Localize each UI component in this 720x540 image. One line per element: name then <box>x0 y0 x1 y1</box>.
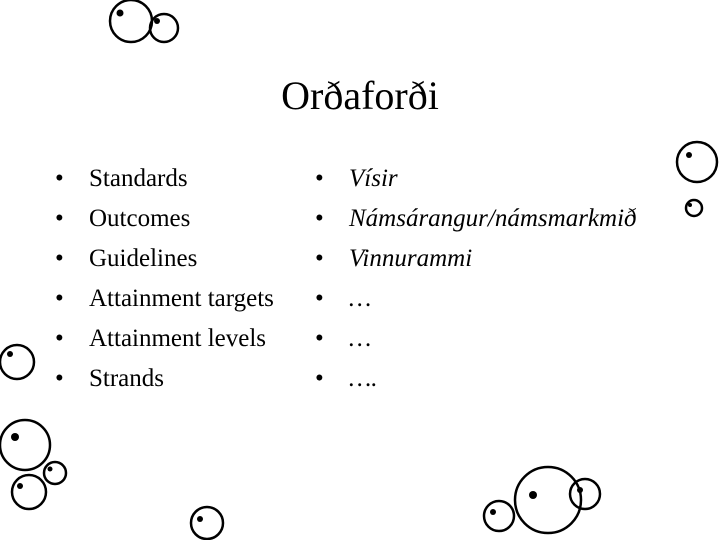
list-item-label: Vinnurammi <box>349 245 473 272</box>
bullet-icon: • <box>315 285 324 312</box>
list-item <box>315 359 637 399</box>
bullet-icon: • <box>55 245 64 272</box>
list-item-label: … <box>349 325 372 352</box>
icelandic-terms-list <box>315 159 637 399</box>
list-item <box>55 319 274 359</box>
bullet-icon: • <box>55 205 64 232</box>
list-item-label: Strands <box>89 365 164 392</box>
list-item-label: Standards <box>89 165 188 192</box>
bubble-icon <box>686 200 702 216</box>
list-item-label: Attainment targets <box>89 285 274 312</box>
bullet-icon: • <box>55 365 64 392</box>
slide-title: Orðaforði <box>281 73 439 118</box>
bullet-icon: • <box>315 365 324 392</box>
list-item <box>315 279 637 319</box>
bullet-icon: • <box>315 245 324 272</box>
bubble-icon <box>110 0 152 42</box>
list-item <box>55 239 274 279</box>
bubble-icon <box>12 475 46 509</box>
list-item <box>55 359 274 399</box>
bullet-icon: • <box>315 325 324 352</box>
list-item <box>315 199 637 239</box>
list-item-label: Outcomes <box>89 205 191 232</box>
list-item <box>315 239 637 279</box>
bubble-icon <box>191 507 223 539</box>
bubble-icon <box>677 142 717 182</box>
bubble-icon <box>484 501 514 531</box>
bubble-icon <box>570 479 600 509</box>
bullet-icon: • <box>55 285 64 312</box>
list-item-label: Vísir <box>349 165 398 192</box>
list-item-label: Attainment levels <box>89 325 267 352</box>
bullet-icon: • <box>315 165 324 192</box>
list-item-label: Guidelines <box>89 245 198 272</box>
english-terms-list <box>55 159 274 399</box>
list-item <box>315 159 637 199</box>
list-item-label: … <box>349 285 372 312</box>
list-item <box>55 279 274 319</box>
bullet-icon: • <box>315 205 324 232</box>
bubble-icon <box>0 420 50 470</box>
list-item <box>315 319 637 359</box>
bullet-icon: • <box>55 325 64 352</box>
list-item <box>55 199 274 239</box>
bubble-icon <box>0 345 34 379</box>
bubble-icon <box>44 462 66 484</box>
list-item-label: …. <box>349 365 378 392</box>
bubble-icon <box>150 14 178 42</box>
list-item-label: Námsárangur/námsmarkmið <box>349 205 637 232</box>
list-item <box>55 159 274 199</box>
bullet-icon: • <box>55 165 64 192</box>
